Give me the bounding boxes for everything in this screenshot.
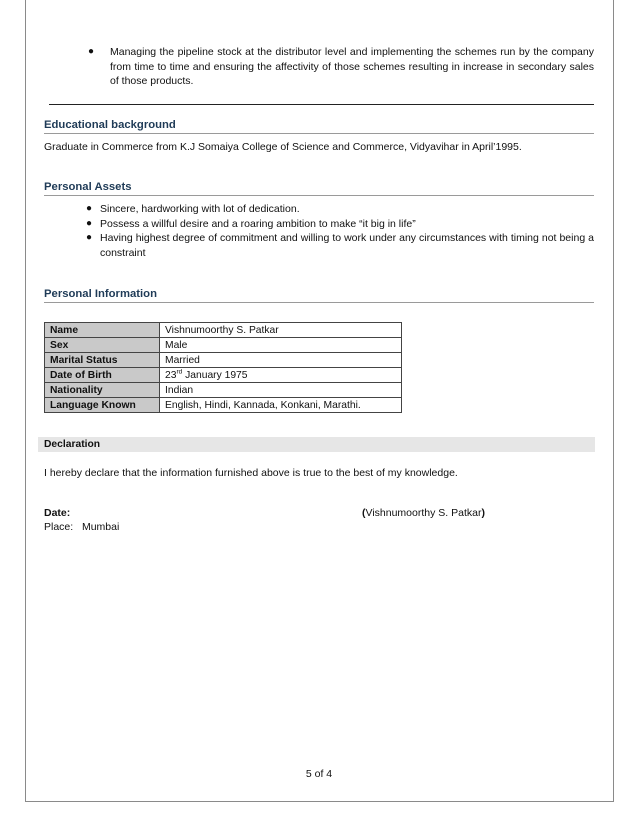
table-row — [45, 398, 402, 413]
experience-bullet-list — [44, 45, 594, 89]
education-heading: Educational background — [44, 119, 594, 134]
assets-heading: Personal Assets — [44, 181, 594, 196]
bullet-icon: ● — [86, 217, 93, 229]
bullet-icon: ● — [86, 203, 93, 214]
personal-info-heading: Personal Information — [44, 288, 594, 303]
list-item: ● Having highest degree of commitment and willing to work under any circumstances with timing not being a constraint — [86, 232, 594, 259]
row-label: Marital Status — [45, 353, 160, 368]
place-line: Place: Mumbai — [44, 521, 120, 533]
row-value: Married — [160, 353, 402, 368]
table-row — [45, 383, 402, 398]
list-item: ● Possess a willful desire and a roaring ambition to make “it big in life” — [86, 217, 416, 230]
row-label: Nationality — [45, 383, 160, 398]
row-value: 23rd January 1975 — [160, 368, 402, 383]
table-row — [45, 368, 402, 383]
row-value: English, Hindi, Kannada, Konkani, Marathi. — [160, 398, 402, 413]
table-row — [45, 323, 402, 338]
declaration-heading: Declaration — [38, 437, 595, 452]
education-text: Graduate in Commerce from K.J Somaiya College of Science and Commerce, Vidyavihar in April’1995. — [44, 141, 522, 153]
row-value: Male — [160, 338, 402, 353]
row-value: Vishnumoorthy S. Patkar — [160, 323, 402, 338]
personal-info-table — [44, 322, 402, 413]
table-row — [45, 338, 402, 353]
declaration-text: I hereby declare that the information furnished above is true to the best of my knowledge. — [44, 467, 458, 479]
row-label: Name — [45, 323, 160, 338]
row-label: Sex — [45, 338, 160, 353]
bullet-icon: ● — [88, 46, 95, 57]
table-row — [45, 353, 402, 368]
page-number: 5 of 4 — [305, 768, 333, 780]
signature: (Vishnumoorthy S. Patkar) — [362, 507, 485, 519]
list-item: ● Managing the pipeline stock at the distributor level and implementing the schemes run by the company from time to time and ensuring the affectivity of those schemes resulting in increase in secondary sales of those products. — [88, 46, 594, 88]
assets-list — [44, 202, 594, 260]
section-divider — [49, 104, 594, 105]
row-label: Date of Birth — [45, 368, 160, 383]
row-label: Language Known — [45, 398, 160, 413]
date-label: Date: — [44, 507, 71, 519]
list-item: ● Sincere, hardworking with lot of dedication. — [86, 203, 300, 215]
row-value: Indian — [160, 383, 402, 398]
bullet-icon: ● — [86, 232, 93, 244]
